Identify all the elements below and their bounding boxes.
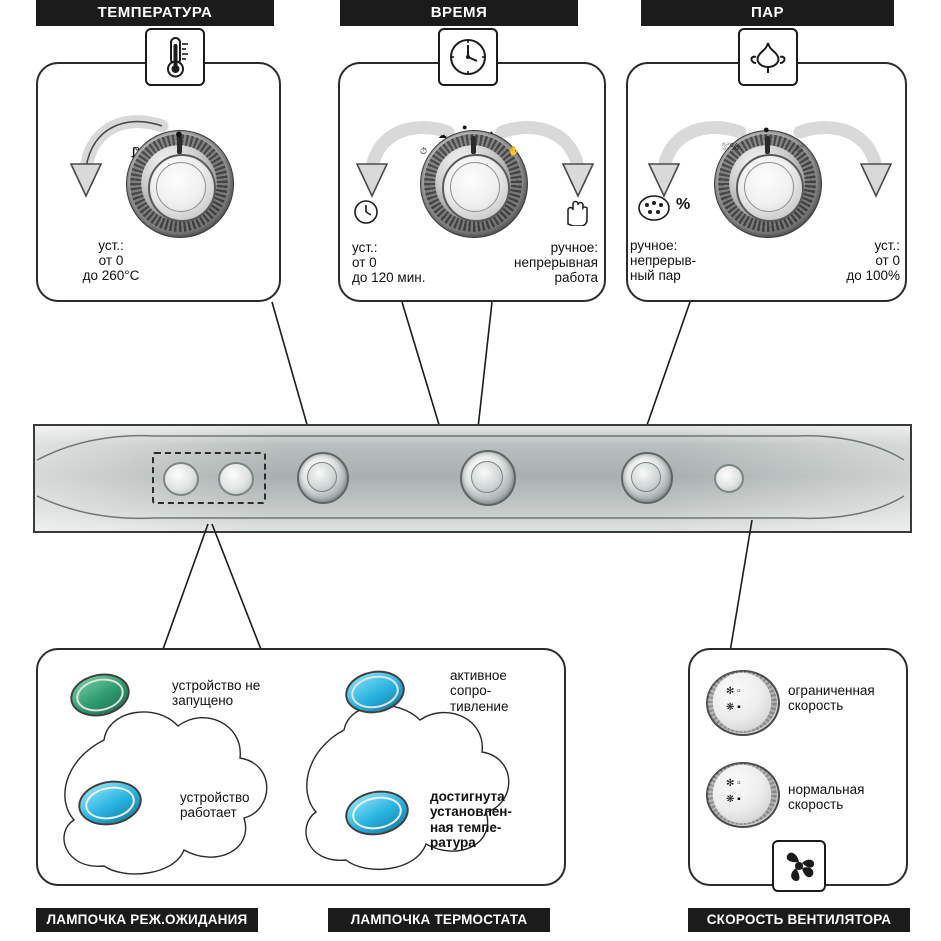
lamp-heating-line1: активное	[450, 668, 507, 683]
time-knob[interactable]: ⏱ ☁ ● ◔ ✋	[414, 124, 532, 242]
header-thermostat-lamp: ЛАМПОЧКА ТЕРМОСТАТА	[328, 908, 550, 932]
temp-range-line2: от 0	[98, 253, 124, 269]
lamp-indicator-temp-reached	[345, 785, 407, 835]
time-manual-line1: ручное:	[550, 240, 598, 255]
lamp-running-line2: работает	[180, 805, 237, 821]
lamp-indicator-running	[78, 775, 140, 825]
clock-icon	[438, 28, 498, 86]
thermometer-icon	[145, 28, 205, 86]
lamp-indicator-heating	[345, 665, 403, 711]
steam-knob[interactable]: ⛆% ● ⛆	[708, 124, 826, 242]
steam-range-label	[790, 238, 900, 283]
header-standby-lamp: ЛАМПОЧКА РЕЖ.ОЖИДАНИЯ	[36, 908, 258, 932]
standby-lamp[interactable]	[163, 462, 199, 496]
fan-normal-line1: нормальная	[788, 782, 865, 797]
lamp-indicator-off	[70, 668, 128, 714]
header-fan-speed: СКОРОСТЬ ВЕНТИЛЯТОРА	[688, 908, 910, 932]
header-temperature: ТЕМПЕРАТУРА	[36, 0, 274, 26]
time-manual-line3: работа	[554, 270, 598, 286]
lamp-heating-label	[450, 668, 580, 714]
leader-lines-top	[0, 296, 941, 436]
timer-icon	[352, 198, 380, 226]
time-range-label	[352, 240, 462, 285]
fan-limited-line2: скорость	[788, 698, 844, 714]
temp-range-line3: до 260°C	[82, 268, 140, 284]
fan-limited-label	[788, 683, 918, 714]
time-range-line3: до 120 мин.	[352, 270, 426, 286]
leader-lines-bottom	[0, 500, 941, 670]
fan-limited-line1: ограниченная	[788, 683, 875, 698]
temp-range-line1: уст.:	[98, 238, 124, 253]
lamp-temp-reached-label	[430, 789, 565, 851]
temperature-knob-socket[interactable]	[297, 452, 349, 504]
fan-normal-line2: скорость	[788, 797, 844, 813]
lamp-running-line1: устройство	[180, 790, 250, 805]
steam-knob-socket[interactable]	[621, 452, 673, 504]
lamp-temp-line3: ная темпе-	[430, 819, 502, 835]
lamp-temp-line2: установлен-	[430, 804, 512, 820]
steam-manual-line3: ный пар	[630, 268, 681, 284]
steam-droplets-icon	[636, 190, 672, 224]
thermostat-lamp[interactable]	[218, 462, 254, 496]
lamp-off-label	[172, 678, 322, 709]
steam-manual-line1: ручное:	[630, 238, 678, 253]
lamp-off-line1: устройство не	[172, 678, 261, 693]
lamp-off-line2: запущено	[172, 693, 234, 709]
temperature-knob[interactable]: ∫° ●	[120, 124, 238, 242]
temperature-range-label	[56, 238, 166, 283]
time-range-line2: от 0	[352, 255, 377, 271]
steam-manual-line2: непрерыв-	[630, 253, 697, 269]
fan-speed-button[interactable]	[714, 464, 744, 493]
fan-normal-label	[788, 782, 918, 813]
steam-range-line1: уст.:	[874, 238, 900, 253]
fan-limited-dial: ✻ ▫ ❋ ▪	[706, 670, 780, 736]
percent-symbol: %	[676, 196, 691, 213]
steam-range-line3: до 100%	[846, 268, 900, 284]
steam-manual-label	[630, 238, 750, 283]
fan-normal-dial: ✻ ▫ ❋ ▪	[706, 762, 780, 828]
steam-range-line2: от 0	[875, 253, 900, 269]
header-time: ВРЕМЯ	[340, 0, 578, 26]
hand-icon	[560, 196, 590, 226]
steam-icon	[738, 28, 798, 86]
time-manual-label	[470, 240, 598, 285]
lamp-temp-line4: ратура	[430, 835, 476, 851]
fan-icon	[772, 840, 826, 892]
time-range-line1: уст.:	[352, 240, 378, 255]
header-steam: ПАР	[641, 0, 894, 26]
time-manual-line2: непрерывная	[514, 255, 598, 271]
lamp-heating-line2: сопро-	[450, 683, 492, 699]
time-knob-socket[interactable]	[460, 450, 516, 506]
lamp-heating-line3: тивление	[450, 698, 509, 714]
lamp-running-label	[180, 790, 330, 821]
lamp-temp-line1: достигнута	[430, 789, 505, 804]
